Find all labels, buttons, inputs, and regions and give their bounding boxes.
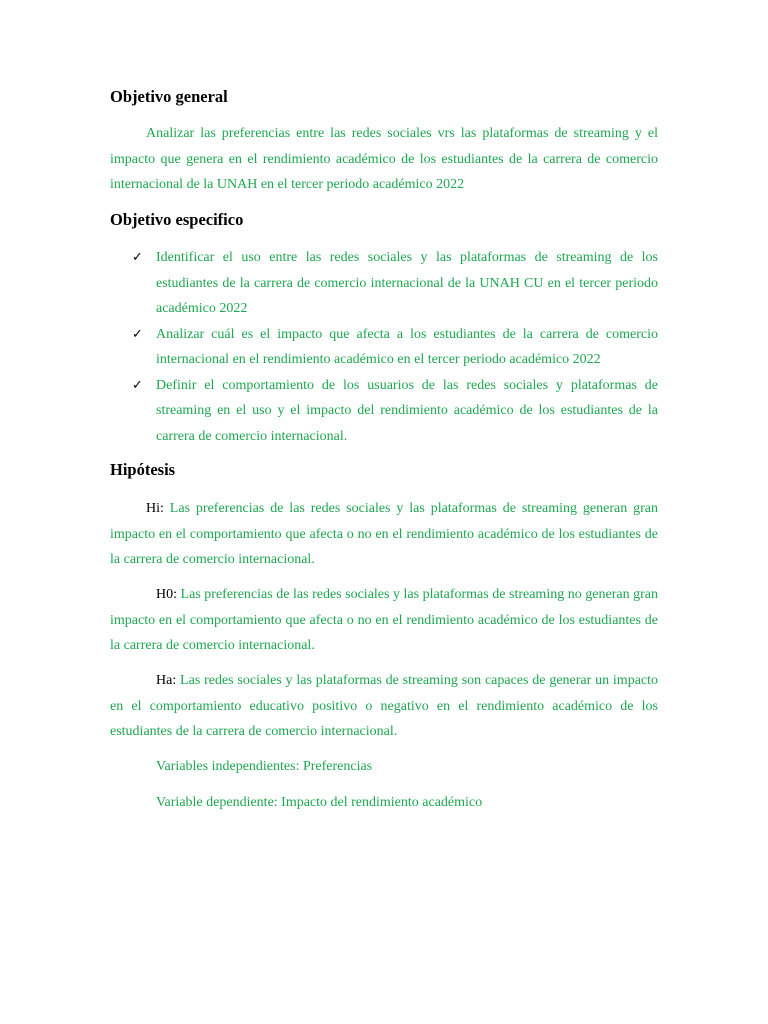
variable-independiente: Variables independientes: Preferencias: [156, 759, 373, 774]
list-item-text: Identificar el uso entre las redes sociales y las plataformas de streaming de los estudiantes de la carrera de comercio internacional de la UNAH CU en el tercer periodo académico 2022: [156, 250, 658, 316]
hipotesis-ha-text: Las redes sociales y las plataformas de streaming son capaces de generar un impacto en el comportamiento educativo positivo o negativo en el rendimiento académico de los estudiantes de la carrera de comercio internacional.: [110, 673, 659, 739]
objetivo-general-heading: Objetivo general: [110, 87, 228, 106]
list-item: [110, 245, 658, 322]
variable-dependiente: Variable dependiente: Impacto del rendimiento académico: [156, 795, 483, 810]
checkmark-icon: ✓: [132, 250, 143, 265]
hipotesis-ha-label: Ha:: [156, 673, 177, 688]
hipotesis-hi-label: Hi:: [146, 501, 164, 516]
objetivo-especifico-list: [110, 245, 658, 449]
hipotesis-h0-text: Las preferencias de las redes sociales y las plataformas de streaming no generan gran impacto en el comportamiento que afecta o no en el rendimiento académico de los estudiantes de la carrera de comercio internacional.: [110, 587, 659, 653]
list-item: [110, 373, 658, 450]
hipotesis-heading: Hipótesis: [110, 460, 176, 479]
checkmark-icon: ✓: [132, 377, 143, 393]
hipotesis-h0-label: H0:: [156, 587, 177, 602]
hipotesis-hi-text: Las preferencias de las redes sociales y las plataformas de streaming generan gran impacto en el comportamiento que afecta o no en el rendimiento académico de los estudiantes de la carrera de comercio internacional.: [110, 501, 659, 567]
list-item-text: Definir el comportamiento de los usuarios de las redes sociales y plataformas de streaming en el uso y el impacto del rendimiento académico de los estudiantes de la carrera de comercio internacional.: [156, 377, 658, 444]
list-item: [110, 322, 658, 373]
checkmark-icon: ✓: [132, 326, 143, 342]
list-item-text: Analizar cuál es el impacto que afecta a los estudiantes de la carrera de comercio internacional en el rendimiento académico en el tercer periodo académico 2022: [156, 326, 658, 367]
hipotesis-hi-paragraph: [110, 496, 658, 573]
objetivo-general-text: Analizar las preferencias entre las redes sociales vrs las plataformas de streaming y el impacto que genera en el rendimiento académico de los estudiantes de la carrera de comercio internacional de la UNAH en el tercer periodo académico 2022: [110, 126, 658, 192]
objetivo-especifico-heading: Objetivo especifico: [110, 210, 244, 229]
hipotesis-h0-paragraph: [110, 582, 658, 659]
hipotesis-ha-paragraph: [110, 668, 658, 745]
